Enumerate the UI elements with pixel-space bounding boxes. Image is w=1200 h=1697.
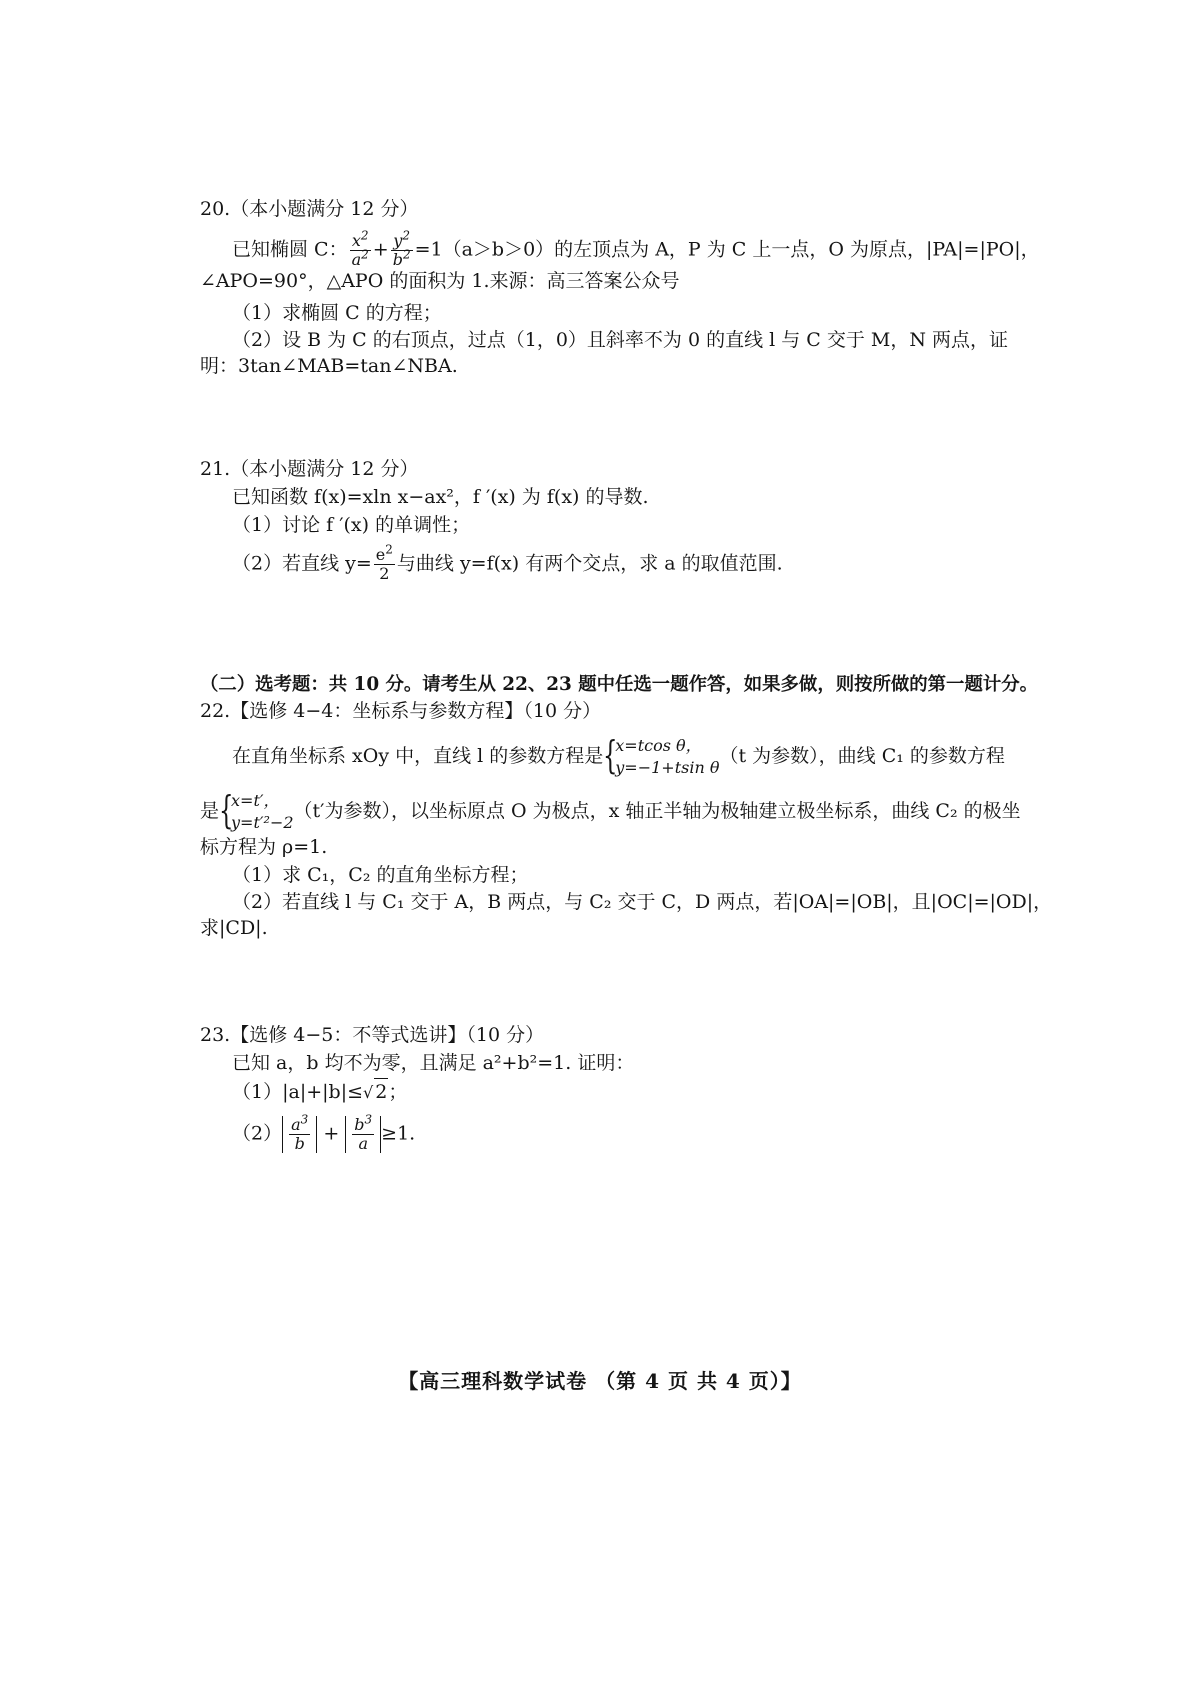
ellipse-frac-x: $\frac{x^2}{a^2}$ [351,228,369,269]
q22-intro-b: （t 为参数），曲线 C₁ 的参数方程 [719,745,1005,767]
q20-part2-b: 明：3tan∠MAB=tan∠NBA. [200,355,458,377]
q23-part2: （2） $\frac{a^3}{b}$ + $\frac{b^3}{a}$ ≥1. [232,1112,416,1153]
q21-part2-a: （2）若直线 y= [232,552,372,575]
q21-part1: （1）讨论 f ′(x) 的单调性； [232,514,471,536]
q22-line2-b: （t′为参数），以坐标原点 O 为极点，x 轴正半轴为极轴建立极坐标系，曲线 C₂ 的极坐 [293,800,1021,822]
q22-part2-b: 求|CD|. [200,917,268,939]
q21-part2 [232,542,783,583]
ellipse-frac-y: $\frac{y^2}{b^2}$ [392,228,411,269]
abs-a3-over-b: $\frac{a^3}{b}$ [282,1116,317,1153]
q22-intro-a: 在直角坐标系 xOy 中，直线 l 的参数方程是 [232,745,604,767]
q20-intro-a: 已知椭圆 C： [232,238,348,261]
page-footer: 【高三理科数学试卷 （第 4 页 共 4 页）】 [398,1369,802,1393]
q20-part1: （1）求椭圆 C 的方程； [232,302,442,324]
q20-intro-b: （a＞b＞0）的左顶点为 A，P 为 C 上一点，O 为原点，|PA|=|PO|， [442,238,1040,261]
q23-part1: （1）|a|+|b|≤√ 2； [232,1078,407,1106]
q21-header: 21.（本小题满分 12 分） [200,458,419,480]
q22-part1: （1）求 C₁，C₂ 的直角坐标方程； [232,864,529,886]
q20-part2-a: （2）设 B 为 C 的右顶点，过点（1，0）且斜率不为 0 的直线 l 与 C 交于 M，N 两点，证 [232,329,1009,351]
q21-intro: 已知函数 f(x)=xln x−ax²，f ′(x) 为 f(x) 的导数. [232,486,649,508]
q23-part2-a: （2） [232,1122,283,1145]
q23-part1-b: ； [388,1081,408,1103]
q22-part2-a: （2）若直线 l 与 C₁ 交于 A，B 两点，与 C₂ 交于 C，D 两点，若|OA|=|OB|，且|OC|=|OD|， [232,891,1053,913]
q23-part2-b: ≥1. [381,1122,416,1145]
curve-c1-parametric-system: { x=t′， y=t′²−2 [219,788,294,832]
sqrt-radicand: 2 [374,1078,388,1105]
q20-intro: 已知椭圆 C： $\frac{x^2}{a^2}$ + $\frac{y^2}{b^2}$ =1（a＞b＞0）的左顶点为 A，P 为 C 上一点，O 为原点，|PA|=|PO|， [232,228,1040,269]
section2-header: （二）选考题：共 10 分。请考生从 22、23 题中任选一题作答，如果多做，则按所做的第一题计分。 [200,674,1039,695]
q22-header: 22.【选修 4−4：坐标系与参数方程】（10 分） [200,700,602,722]
q21-part2-b: 与曲线 y=f(x) 有两个交点，求 a 的取值范围. [396,552,783,575]
e-squared-over-2: $\frac{e^2}{2}$ [375,542,393,583]
q20-line2: ∠APO=90°，△APO 的面积为 1.来源：高三答案公众号 [200,270,680,292]
abs-b3-over-a: $\frac{b^3}{a}$ [345,1116,381,1153]
q22-line3: 标方程为 ρ=1. [200,836,328,858]
q23-intro: 已知 a，b 均不为零，且满足 a²+b²=1. 证明： [232,1052,635,1074]
q23-part1-a: （1）|a|+|b|≤ [232,1081,364,1103]
q20-header: 20.（本小题满分 12 分） [200,198,419,220]
q22-line2-a: 是 [200,800,220,822]
q22-line2 [200,790,1021,834]
q22-intro [232,735,1005,779]
q23-header: 23.【选修 4−5：不等式选讲】（10 分） [200,1024,545,1046]
line-l-parametric-system: { x=tcos θ， y=−1+tsin θ [603,733,720,777]
